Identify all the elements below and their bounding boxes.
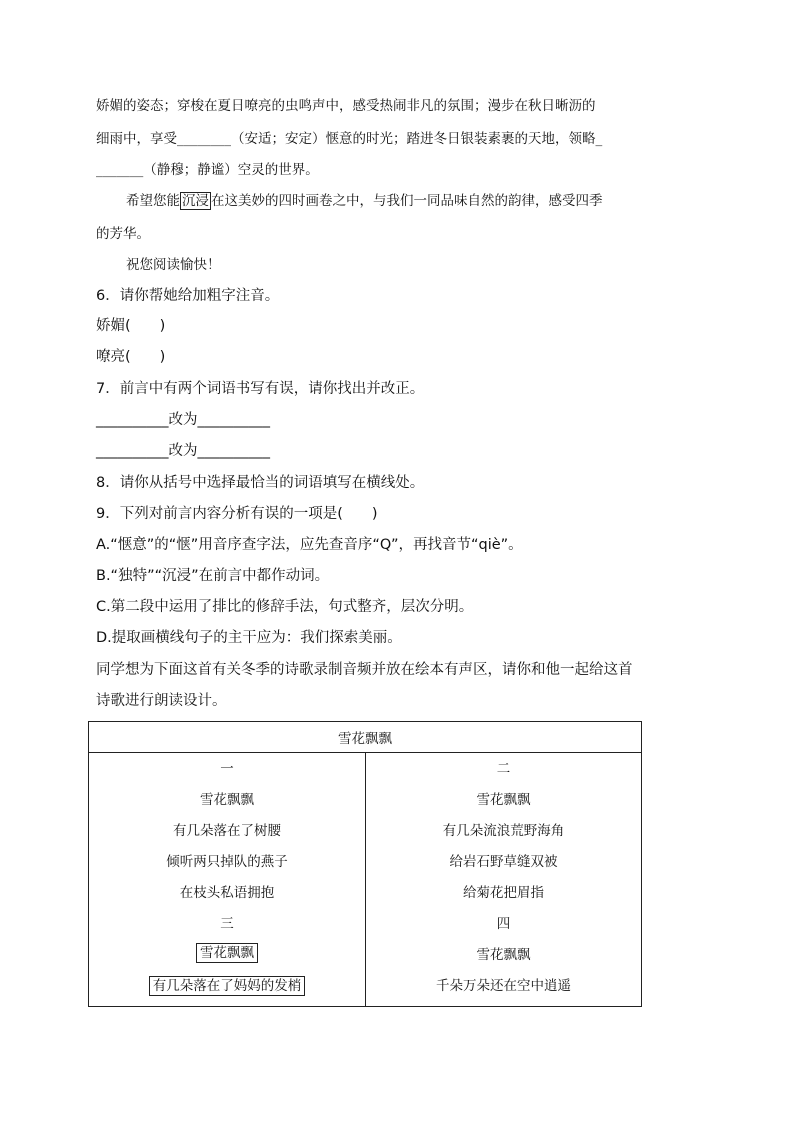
passage-closing (126, 255, 221, 275)
question-9: 9．下列对前言内容分析有误的一项是( ) (96, 506, 378, 522)
stanza-column-right (366, 753, 642, 1007)
question-6-item-1: 娇媚( ) (96, 318, 166, 334)
question-9-option-d: D.提取画横线句子的主干应为：我们探索美丽。 (96, 630, 402, 646)
stanza-2-line: 给菊花把眉指 (463, 885, 544, 901)
stanza-2-number: 二 (496, 761, 511, 777)
stanza-3-line (89, 941, 365, 961)
stanza-4-line: 雪花飘飘 (476, 947, 531, 963)
passage-line-2 (96, 129, 602, 149)
stanza-3-number: 三 (220, 916, 234, 932)
question-9-option-b: B.“独特”“沉浸”在前言中都作动词。 (96, 568, 330, 584)
poem-intro-line-1: 同学想为下面这首有关冬季的诗歌录制音频并放在绘本有声区，请你和他一起给这首 (96, 662, 633, 678)
question-7: 7．前言中有两个词语书写有误，请你找出并改正。 (96, 381, 425, 397)
passage-text: 在这美妙的四时画卷之中，与我们一同品味自然的韵律，感受四季 (211, 193, 603, 209)
stanza-column-left (89, 753, 366, 1007)
passage-text: 娇媚的姿态；穿梭在夏日嘹亮的虫鸣声中，感受热闹非凡的氛围；漫步在秋日晰沥的 (96, 98, 596, 114)
passage-line-1 (96, 96, 596, 116)
passage-text: （静穆；静谧）空灵的世界。 (143, 162, 319, 178)
question-6-item-2: 嘹亮( ) (96, 349, 166, 365)
stanza-2-line: 雪花飘飘 (476, 792, 531, 808)
passage-text: 希望您能 (126, 193, 180, 209)
question-8: 8．请你从括号中选择最恰当的词语填写在横线处。 (96, 475, 425, 491)
stanza-4-number: 四 (496, 916, 511, 932)
stanza-2-line: 有几朵流浪荒野海角 (442, 823, 565, 839)
passage-text: 细雨中，享受 (96, 131, 177, 147)
passage-text: 的芳华。 (96, 226, 150, 242)
closing-text: 祝您阅读愉快！ (126, 257, 221, 273)
stanza-1-line: 倾听两只掉队的燕子 (166, 854, 288, 870)
passage-line-5 (96, 224, 150, 244)
boxed-poem-line: 有几朵落在了妈妈的发梢 (149, 976, 306, 996)
passage-text: （安适；安定）惬意的时光；踏进冬日银装素裹的天地，领略_ (231, 131, 603, 147)
stanza-1-line: 雪花飘飘 (200, 792, 254, 808)
stanza-3-line (89, 974, 365, 994)
stanza-4-line: 千朵万朵还在空中逍遥 (436, 978, 571, 994)
question-7-answer-1: __________改为__________ (96, 412, 270, 428)
poem-intro-line-2: 诗歌进行朗读设计。 (96, 693, 227, 709)
boxed-word: 沉浸 (182, 193, 209, 209)
passage-paragraph-2 (126, 191, 603, 211)
fill-blank: _______ (96, 162, 144, 178)
question-9-option-a: A.“惬意”的“惬”用音序查字法，应先查音序“Q”，再找音节“qiè”。 (96, 537, 523, 553)
stanza-1-line: 有几朵落在了树腰 (173, 823, 281, 839)
passage-line-3 (96, 160, 319, 180)
boxed-poem-line: 雪花飘飘 (196, 943, 258, 963)
poem-title: 雪花飘飘 (89, 722, 642, 753)
stanza-1-line: 在枝头私语拥抱 (179, 885, 275, 901)
question-7-answer-2: __________改为__________ (96, 443, 270, 459)
fill-blank: ________ (177, 131, 231, 147)
poem-table (88, 721, 642, 1007)
question-6: 6．请你帮她给加粗字注音。 (96, 288, 280, 304)
question-9-option-c: C.第二段中运用了排比的修辞手法，句式整齐，层次分明。 (96, 599, 474, 615)
stanza-2-line: 给岩石野草缝双被 (449, 854, 558, 870)
stanza-1-number: 一 (220, 761, 234, 777)
